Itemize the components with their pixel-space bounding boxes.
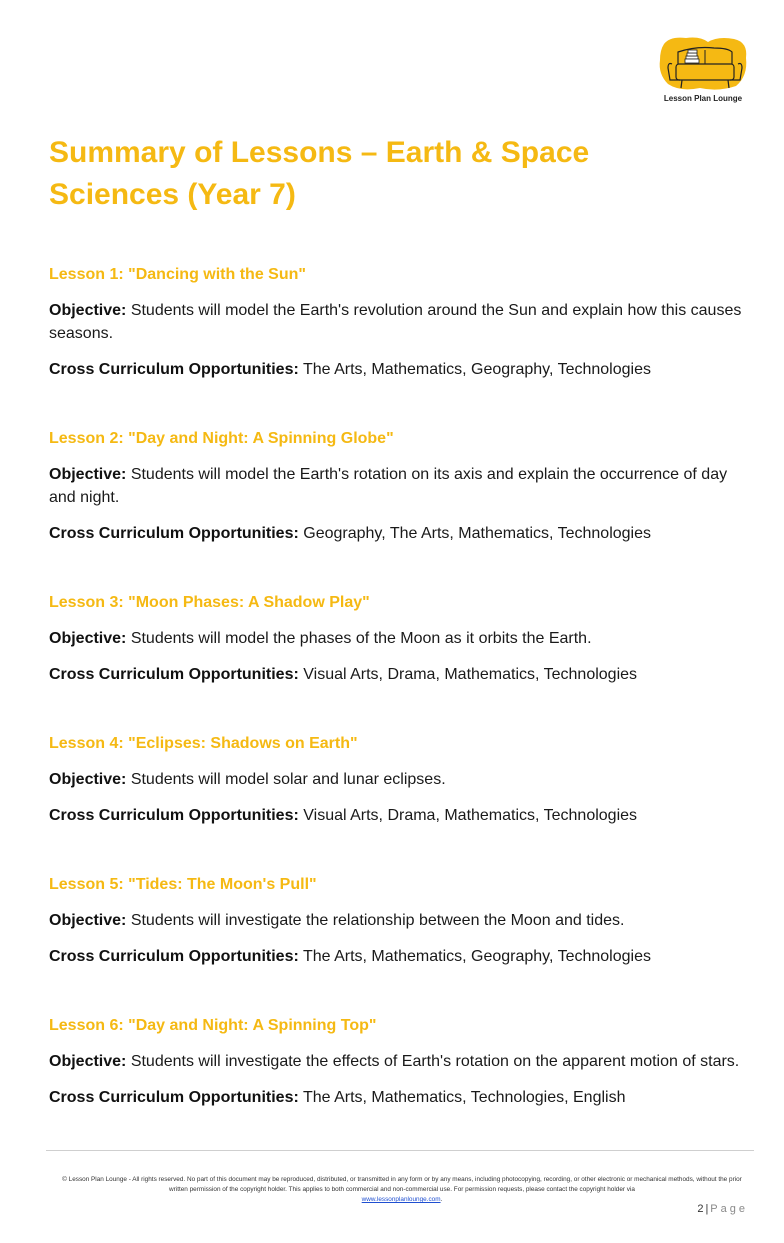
lesson-cross-curriculum (49, 663, 749, 686)
objective-text: Students will model the Earth's revolution around the Sun and explain how this causes seasons. (49, 302, 742, 342)
cross-curriculum-label: Cross Curriculum Opportunities: (49, 666, 299, 683)
objective-text: Students will investigate the effects of Earth's rotation on the apparent motion of stars. (130, 1053, 740, 1070)
lesson-objective (49, 299, 749, 345)
lesson-cross-curriculum (49, 358, 749, 381)
footer-copyright (52, 1175, 752, 1205)
lesson-title: Lesson 5: "Tides: The Moon's Pull" (49, 876, 317, 893)
objective-text: Students will model solar and lunar eclipses. (130, 771, 446, 788)
lesson-item (49, 874, 749, 1015)
lesson-item (49, 264, 749, 428)
lesson-title: Lesson 6: "Day and Night: A Spinning Top" (49, 1017, 377, 1034)
cross-curriculum-label: Cross Curriculum Opportunities: (49, 807, 299, 824)
sofa-with-books-icon (656, 34, 750, 94)
objective-label: Objective: (49, 771, 127, 788)
cross-curriculum-label: Cross Curriculum Opportunities: (49, 525, 299, 542)
page-number-value: 2 (697, 1203, 704, 1215)
objective-text: Students will investigate the relationship between the Moon and tides. (130, 912, 625, 929)
lesson-title: Lesson 3: "Moon Phases: A Shadow Play" (49, 594, 370, 611)
cross-curriculum-text: The Arts, Mathematics, Geography, Technologies (302, 361, 651, 378)
lesson-item (49, 428, 749, 592)
page-separator: | (705, 1203, 709, 1215)
lesson-item (49, 733, 749, 874)
lesson-objective (49, 1050, 749, 1073)
link-suffix: . (440, 1196, 443, 1203)
objective-label: Objective: (49, 630, 127, 647)
page-number (697, 1203, 748, 1215)
footer-divider (46, 1150, 754, 1151)
cross-curriculum-text: The Arts, Mathematics, Geography, Technologies (302, 948, 651, 965)
objective-label: Objective: (49, 912, 127, 929)
copyright-text: © Lesson Plan Lounge - All rights reserved. No part of this document may be reproduced, distributed, or transmitted in any form or by any means, including photocopying, recording, or other electronic or mechanical methods, without the prior written permission of the copyright holder. This applies to both commercial and non-commercial use. For permission requests, please contact the copyright holder via (62, 1176, 742, 1193)
cross-curriculum-label: Cross Curriculum Opportunities: (49, 948, 299, 965)
lesson-item (49, 1015, 749, 1179)
cross-curriculum-text: Geography, The Arts, Mathematics, Technologies (303, 525, 651, 542)
page-word: Page (710, 1203, 748, 1215)
lesson-cross-curriculum (49, 945, 749, 968)
objective-label: Objective: (49, 302, 127, 319)
lesson-list (49, 264, 749, 1179)
lesson-objective (49, 627, 749, 650)
lesson-item (49, 592, 749, 733)
lesson-objective (49, 909, 749, 932)
brand-name: Lesson Plan Lounge (663, 94, 743, 103)
lesson-objective (49, 463, 749, 509)
cross-curriculum-text: Visual Arts, Drama, Mathematics, Technologies (303, 807, 638, 824)
cross-curriculum-text: Visual Arts, Drama, Mathematics, Technologies (303, 666, 638, 683)
lesson-title: Lesson 2: "Day and Night: A Spinning Globe" (49, 430, 394, 447)
website-link[interactable]: www.lessonplanlounge.com (361, 1196, 441, 1203)
lesson-objective (49, 768, 749, 791)
lesson-cross-curriculum (49, 522, 749, 545)
cross-curriculum-label: Cross Curriculum Opportunities: (49, 1089, 299, 1106)
lesson-title: Lesson 1: "Dancing with the Sun" (49, 266, 306, 283)
lesson-cross-curriculum (49, 804, 749, 827)
objective-text: Students will model the Earth's rotation on its axis and explain the occurrence of day and night. (49, 466, 728, 506)
objective-text: Students will model the phases of the Moon as it orbits the Earth. (130, 630, 592, 647)
lesson-title: Lesson 4: "Eclipses: Shadows on Earth" (49, 735, 358, 752)
objective-label: Objective: (49, 466, 127, 483)
cross-curriculum-text: The Arts, Mathematics, Technologies, English (302, 1089, 626, 1106)
cross-curriculum-label: Cross Curriculum Opportunities: (49, 361, 299, 378)
page-title: Summary of Lessons – Earth & Space Sciences (Year 7) (49, 136, 590, 211)
brand-logo (656, 34, 750, 108)
objective-label: Objective: (49, 1053, 127, 1070)
lesson-cross-curriculum (49, 1086, 749, 1109)
